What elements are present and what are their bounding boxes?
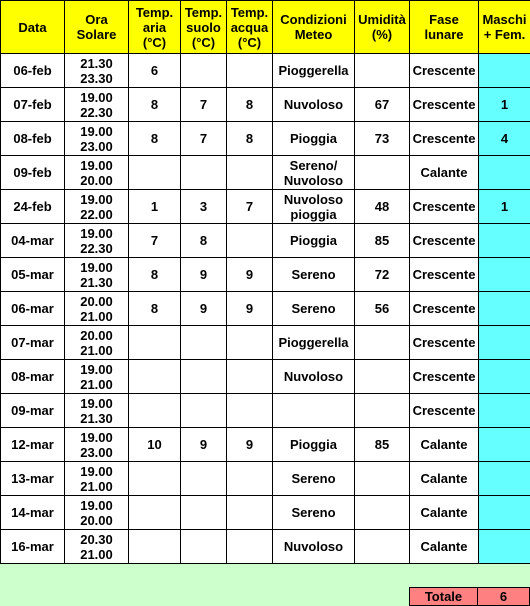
cell-data: 08-mar — [1, 360, 65, 394]
table-row — [1, 496, 530, 530]
cell-maschi-femmine — [479, 428, 530, 462]
cell-ora-solare: 19.00 21.30 — [65, 394, 129, 428]
cell-temp-aria — [129, 496, 181, 530]
cell-maschi-femmine — [479, 156, 530, 190]
table-row — [1, 292, 530, 326]
header-row — [1, 1, 530, 54]
table-row — [1, 54, 530, 88]
header-condizioni-meteo: Condizioni Meteo — [273, 1, 355, 54]
cell-umidita: 73 — [355, 122, 410, 156]
cell-temp-suolo — [181, 496, 227, 530]
cell-data: 04-mar — [1, 224, 65, 258]
cell-umidita: 85 — [355, 224, 410, 258]
cell-umidita — [355, 54, 410, 88]
header-temp-suolo: Temp. suolo (°C) — [181, 1, 227, 54]
cell-temp-suolo: 7 — [181, 122, 227, 156]
cell-data: 06-mar — [1, 292, 65, 326]
cell-fase-lunare: Crescente — [410, 122, 479, 156]
cell-fase-lunare: Crescente — [410, 54, 479, 88]
cell-temp-aria: 7 — [129, 224, 181, 258]
cell-ora-solare: 19.00 21.00 — [65, 462, 129, 496]
header-temp-acqua: Temp. acqua (°C) — [227, 1, 273, 54]
cell-condizioni-meteo: Sereno — [273, 258, 355, 292]
cell-maschi-femmine: 1 — [479, 88, 530, 122]
cell-ora-solare: 19.00 21.30 — [65, 258, 129, 292]
cell-umidita — [355, 496, 410, 530]
cell-temp-suolo: 3 — [181, 190, 227, 224]
cell-data: 14-mar — [1, 496, 65, 530]
header-temp-aria: Temp. aria (°C) — [129, 1, 181, 54]
cell-condizioni-meteo: Pioggia — [273, 428, 355, 462]
cell-maschi-femmine — [479, 224, 530, 258]
cell-umidita — [355, 360, 410, 394]
cell-data: 12-mar — [1, 428, 65, 462]
cell-data: 09-mar — [1, 394, 65, 428]
cell-fase-lunare: Calante — [410, 428, 479, 462]
cell-condizioni-meteo: Pioggia — [273, 122, 355, 156]
table-row — [1, 156, 530, 190]
cell-temp-acqua — [227, 360, 273, 394]
cell-condizioni-meteo: Pioggerella — [273, 54, 355, 88]
cell-temp-acqua — [227, 462, 273, 496]
cell-umidita — [355, 156, 410, 190]
cell-temp-suolo — [181, 54, 227, 88]
cell-temp-suolo — [181, 156, 227, 190]
cell-temp-aria: 8 — [129, 292, 181, 326]
header-umidita: Umidità (%) — [355, 1, 410, 54]
cell-umidita: 72 — [355, 258, 410, 292]
cell-condizioni-meteo: Nuvoloso — [273, 360, 355, 394]
cell-ora-solare: 19.00 20.00 — [65, 496, 129, 530]
cell-temp-acqua: 8 — [227, 88, 273, 122]
cell-fase-lunare: Crescente — [410, 326, 479, 360]
cell-fase-lunare: Crescente — [410, 224, 479, 258]
cell-temp-aria: 1 — [129, 190, 181, 224]
cell-condizioni-meteo: Sereno — [273, 292, 355, 326]
cell-temp-aria — [129, 156, 181, 190]
table-row — [1, 360, 530, 394]
cell-condizioni-meteo — [273, 394, 355, 428]
cell-ora-solare: 20.00 21.00 — [65, 292, 129, 326]
cell-ora-solare: 20.30 21.00 — [65, 530, 129, 564]
table-row — [1, 428, 530, 462]
cell-maschi-femmine — [479, 360, 530, 394]
cell-data: 08-feb — [1, 122, 65, 156]
cell-ora-solare: 21.30 23.30 — [65, 54, 129, 88]
cell-fase-lunare: Crescente — [410, 360, 479, 394]
table-row — [1, 258, 530, 292]
cell-temp-suolo — [181, 462, 227, 496]
cell-ora-solare: 19.00 21.00 — [65, 360, 129, 394]
cell-data: 13-mar — [1, 462, 65, 496]
cell-temp-acqua: 9 — [227, 258, 273, 292]
cell-temp-suolo: 7 — [181, 88, 227, 122]
cell-data: 06-feb — [1, 54, 65, 88]
cell-temp-acqua — [227, 156, 273, 190]
cell-ora-solare: 19.00 22.00 — [65, 190, 129, 224]
cell-maschi-femmine — [479, 54, 530, 88]
cell-temp-acqua: 8 — [227, 122, 273, 156]
cell-temp-aria — [129, 394, 181, 428]
cell-umidita: 56 — [355, 292, 410, 326]
cell-data: 07-feb — [1, 88, 65, 122]
cell-data: 24-feb — [1, 190, 65, 224]
cell-umidita: 85 — [355, 428, 410, 462]
cell-condizioni-meteo: Sereno/ Nuvoloso — [273, 156, 355, 190]
cell-temp-suolo: 8 — [181, 224, 227, 258]
total-label: Totale — [409, 587, 478, 606]
cell-condizioni-meteo: Nuvoloso — [273, 88, 355, 122]
cell-condizioni-meteo: Sereno — [273, 462, 355, 496]
cell-maschi-femmine: 4 — [479, 122, 530, 156]
cell-maschi-femmine — [479, 292, 530, 326]
cell-temp-aria — [129, 462, 181, 496]
cell-temp-aria — [129, 360, 181, 394]
cell-temp-aria: 6 — [129, 54, 181, 88]
cell-fase-lunare: Crescente — [410, 258, 479, 292]
cell-umidita — [355, 530, 410, 564]
total-box — [409, 587, 530, 606]
cell-temp-aria: 10 — [129, 428, 181, 462]
cell-condizioni-meteo: Sereno — [273, 496, 355, 530]
cell-temp-acqua — [227, 54, 273, 88]
cell-temp-acqua: 9 — [227, 292, 273, 326]
cell-temp-acqua: 7 — [227, 190, 273, 224]
cell-temp-suolo: 9 — [181, 292, 227, 326]
cell-temp-aria: 8 — [129, 122, 181, 156]
cell-fase-lunare: Calante — [410, 530, 479, 564]
cell-umidita: 67 — [355, 88, 410, 122]
cell-umidita — [355, 394, 410, 428]
cell-condizioni-meteo: Pioggia — [273, 224, 355, 258]
cell-fase-lunare: Crescente — [410, 394, 479, 428]
header-ora-solare: Ora Solare — [65, 1, 129, 54]
table-row — [1, 530, 530, 564]
cell-ora-solare: 19.00 23.00 — [65, 122, 129, 156]
cell-umidita: 48 — [355, 190, 410, 224]
cell-umidita — [355, 326, 410, 360]
cell-fase-lunare: Calante — [410, 462, 479, 496]
cell-temp-acqua — [227, 530, 273, 564]
cell-ora-solare: 19.00 20.00 — [65, 156, 129, 190]
cell-temp-aria — [129, 326, 181, 360]
table-row — [1, 190, 530, 224]
cell-temp-suolo — [181, 394, 227, 428]
cell-temp-suolo: 9 — [181, 258, 227, 292]
cell-umidita — [355, 462, 410, 496]
cell-temp-aria — [129, 530, 181, 564]
table-row — [1, 88, 530, 122]
cell-temp-aria: 8 — [129, 88, 181, 122]
table-row — [1, 224, 530, 258]
cell-fase-lunare: Calante — [410, 496, 479, 530]
cell-ora-solare: 19.00 22.30 — [65, 88, 129, 122]
header-maschi-femmine: Maschi + Fem. — [479, 1, 530, 54]
table-row — [1, 462, 530, 496]
cell-temp-aria: 8 — [129, 258, 181, 292]
cell-temp-suolo — [181, 360, 227, 394]
cell-ora-solare: 19.00 22.30 — [65, 224, 129, 258]
total-value: 6 — [478, 587, 530, 606]
cell-maschi-femmine — [479, 326, 530, 360]
cell-maschi-femmine — [479, 462, 530, 496]
cell-data: 16-mar — [1, 530, 65, 564]
cell-temp-acqua — [227, 394, 273, 428]
cell-temp-acqua — [227, 326, 273, 360]
cell-fase-lunare: Calante — [410, 156, 479, 190]
cell-ora-solare: 20.00 21.00 — [65, 326, 129, 360]
table-row — [1, 326, 530, 360]
cell-fase-lunare: Crescente — [410, 190, 479, 224]
table-row — [1, 394, 530, 428]
cell-data: 07-mar — [1, 326, 65, 360]
cell-maschi-femmine — [479, 530, 530, 564]
cell-condizioni-meteo: Nuvoloso — [273, 530, 355, 564]
cell-ora-solare: 19.00 23.00 — [65, 428, 129, 462]
cell-data: 09-feb — [1, 156, 65, 190]
cell-fase-lunare: Crescente — [410, 292, 479, 326]
cell-temp-acqua — [227, 224, 273, 258]
cell-temp-acqua — [227, 496, 273, 530]
table-row — [1, 122, 530, 156]
cell-temp-suolo: 9 — [181, 428, 227, 462]
header-fase-lunare: Fase lunare — [410, 1, 479, 54]
cell-maschi-femmine: 1 — [479, 190, 530, 224]
cell-maschi-femmine — [479, 496, 530, 530]
header-data: Data — [1, 1, 65, 54]
cell-condizioni-meteo: Nuvoloso pioggia — [273, 190, 355, 224]
cell-temp-suolo — [181, 326, 227, 360]
cell-condizioni-meteo: Pioggerella — [273, 326, 355, 360]
cell-data: 05-mar — [1, 258, 65, 292]
cell-temp-acqua: 9 — [227, 428, 273, 462]
cell-maschi-femmine — [479, 258, 530, 292]
cell-maschi-femmine — [479, 394, 530, 428]
cell-temp-suolo — [181, 530, 227, 564]
cell-fase-lunare: Crescente — [410, 88, 479, 122]
